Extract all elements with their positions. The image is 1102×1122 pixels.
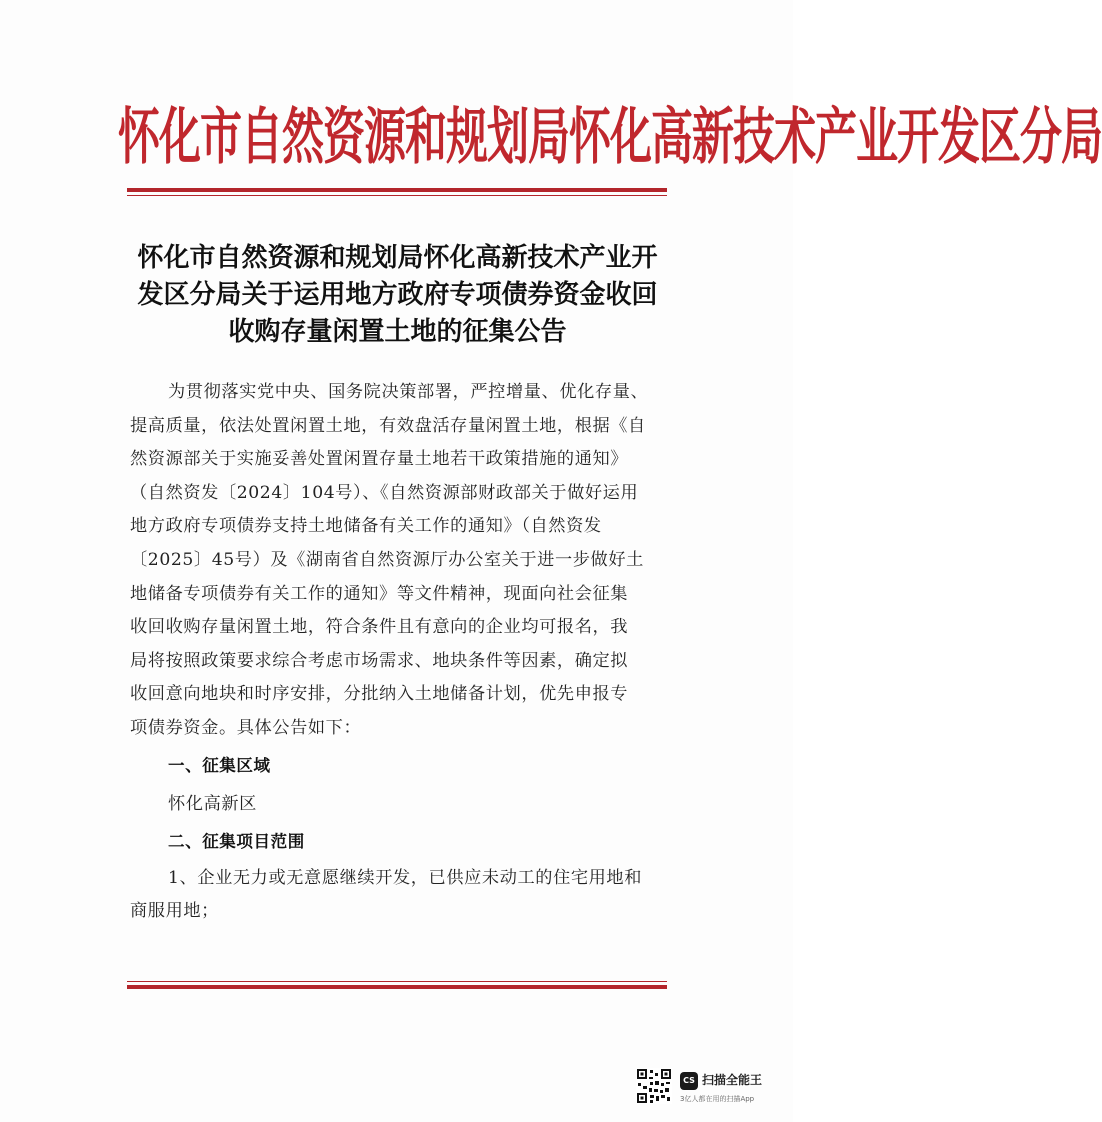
intro-line: 地方政府专项债券支持土地储备有关工作的通知》（自然资发 xyxy=(130,516,602,537)
intro-line: 地储备专项债券有关工作的通知》等文件精神，现面向社会征集 xyxy=(130,583,629,604)
document-title-line: 收购存量闲置土地的征集公告 xyxy=(228,317,567,347)
letterhead-divider-thin xyxy=(127,195,667,196)
app-name: 扫描全能王 xyxy=(702,1073,763,1087)
footer-divider-thick xyxy=(127,985,667,989)
intro-line: 然资源部关于实施妥善处置闲置存量土地若干政策措施的通知》 xyxy=(130,449,629,470)
app-badge-icon: CS xyxy=(680,1072,698,1090)
intro-line: （自然资发〔2024〕104号）、《自然资源部财政部关于做好运用 xyxy=(130,482,639,503)
section-text-region: 怀化高新区 xyxy=(168,793,257,814)
qr-code-icon xyxy=(636,1068,672,1104)
letterhead-title: 怀化市自然资源和规划局怀化高新技术产业开发区分局 xyxy=(118,100,1102,172)
document-title xyxy=(110,240,685,351)
intro-line: 局将按照政策要求综合考虑市场需求、地块条件等因素，确定拟 xyxy=(130,650,629,671)
intro-line: 提高质量，依法处置闲置土地，有效盘活存量闲置土地，根据《自 xyxy=(130,415,646,436)
scan-app-watermark xyxy=(636,1068,781,1110)
intro-line: 〔2025〕45号）及《湖南省自然资源厅办公室关于进一步做好土 xyxy=(130,549,644,570)
document-title-line: 发区分局关于运用地方政府专项债券资金收回 xyxy=(137,280,658,310)
footer-divider-thin xyxy=(127,981,667,982)
app-tagline: 3亿人都在用的扫描App xyxy=(680,1095,755,1103)
scope-item-line: 1、企业无力或无意愿继续开发，已供应未动工的住宅用地和 xyxy=(168,867,643,888)
intro-line: 为贯彻落实党中央、国务院决策部署，严控增量、优化存量、 xyxy=(168,382,649,402)
letterhead-divider-thick xyxy=(127,188,667,192)
intro-line: 收回收购存量闲置土地，符合条件且有意向的企业均可报名，我 xyxy=(130,617,629,638)
section-heading-region: 一、征集区域 xyxy=(168,755,271,775)
intro-line: 收回意向地块和时序安排，分批纳入土地储备计划，优先申报专 xyxy=(130,684,629,705)
intro-line: 项债券资金。具体公告如下： xyxy=(130,717,362,738)
document-body xyxy=(130,376,670,929)
scope-item-line: 商服用地； xyxy=(130,901,219,922)
section-heading-scope: 二、征集项目范围 xyxy=(168,831,305,851)
document-title-line: 怀化市自然资源和规划局怀化高新技术产业开 xyxy=(137,243,658,273)
